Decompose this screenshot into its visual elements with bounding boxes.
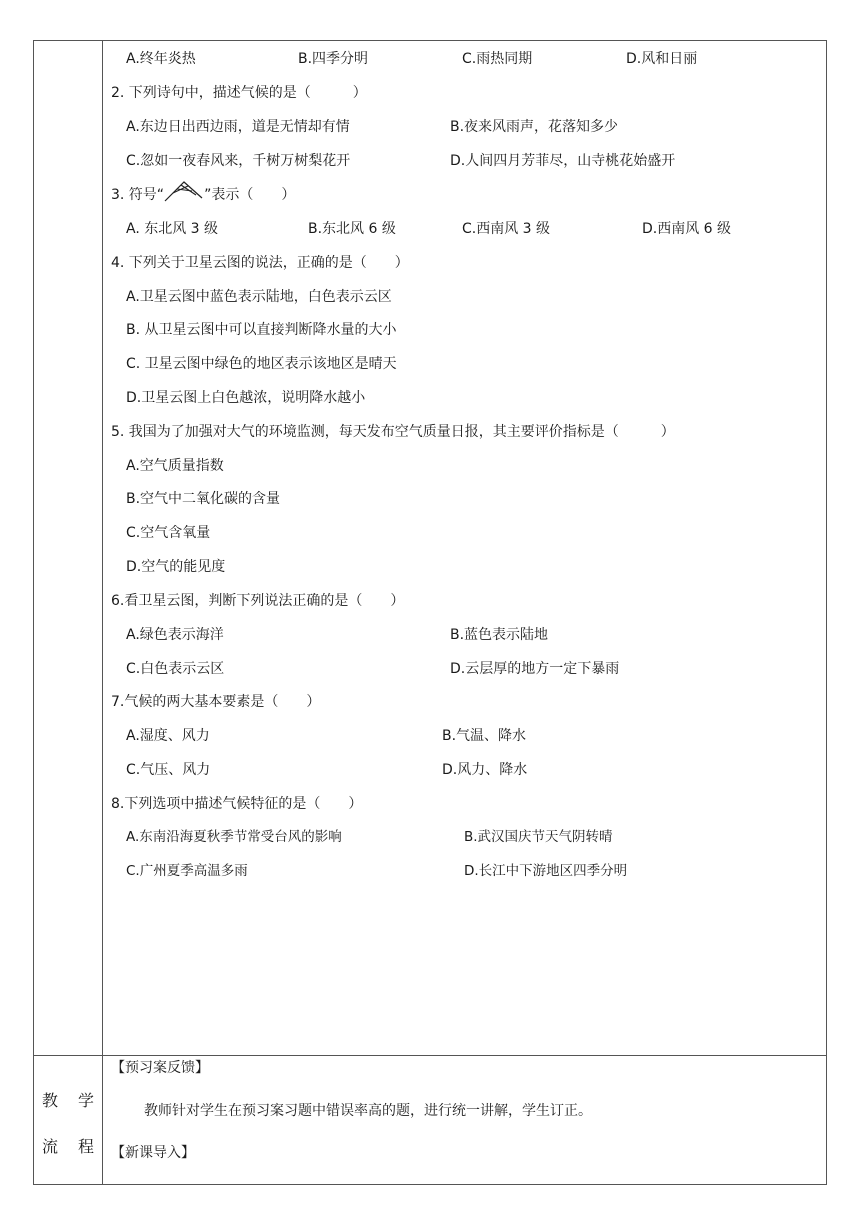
table-border-left — [33, 40, 34, 1185]
q6-option-c: C.白色表示云区 — [126, 661, 225, 677]
q3-option-d: D.西南风 6 级 — [642, 221, 732, 237]
q4-stem: 4. 下列关于卫星云图的说法，正确的是（ ） — [111, 255, 409, 271]
q6-stem: 6.看卫星云图，判断下列说法正确的是（ ） — [111, 593, 405, 609]
q8-option-c: C.广州夏季高温多雨 — [126, 863, 248, 879]
q5-option-a: A.空气质量指数 — [126, 458, 224, 474]
q1-option-b: B.四季分明 — [298, 51, 369, 67]
q6-option-b: B.蓝色表示陆地 — [450, 627, 549, 643]
q6-option-a: A.绿色表示海洋 — [126, 627, 224, 643]
feedback-paragraph: 教师针对学生在预习案习题中错误率高的题，进行统一讲解，学生订正。 — [144, 1103, 592, 1119]
q3-stem — [111, 186, 295, 204]
q3-option-c: C.西南风 3 级 — [462, 221, 551, 237]
q6-option-d: D.云层厚的地方一定下暴雨 — [450, 661, 620, 677]
q1-option-c: C.雨热同期 — [462, 51, 533, 67]
table-border-right — [826, 40, 827, 1185]
table-border-top — [33, 40, 827, 41]
q2-option-b: B.夜来风雨声，花落知多少 — [450, 119, 619, 135]
side-label-char-4: 程 — [78, 1137, 95, 1156]
q5-stem: 5. 我国为了加强对大气的环境监测，每天发布空气质量日报，其主要评价指标是（ ） — [111, 424, 675, 440]
wind-barb-icon — [164, 178, 204, 196]
q2-option-d: D.人间四月芳菲尽，山寺桃花始盛开 — [450, 153, 676, 169]
q4-option-a: A.卫星云图中蓝色表示陆地，白色表示云区 — [126, 289, 392, 305]
q8-option-b: B.武汉国庆节天气阴转晴 — [464, 829, 613, 845]
side-label-char-2: 学 — [78, 1091, 95, 1110]
section-heading-intro: 【新课导入】 — [111, 1145, 195, 1161]
q7-option-b: B.气温、降水 — [442, 728, 527, 744]
table-border-bottom — [33, 1184, 827, 1185]
q8-option-a: A.东南沿海夏秋季节常受台风的影响 — [126, 829, 342, 845]
q1-option-d: D.风和日丽 — [626, 51, 698, 67]
q3-option-b: B.东北风 6 级 — [308, 221, 396, 237]
q5-option-b: B.空气中二氧化碳的含量 — [126, 491, 281, 507]
side-label-char-3: 流 — [42, 1137, 59, 1156]
q2-option-c: C.忽如一夜春风来，千树万树梨花开 — [126, 153, 351, 169]
q4-option-d: D.卫星云图上白色越浓，说明降水越小 — [126, 390, 366, 406]
q4-option-c: C. 卫星云图中绿色的地区表示该地区是晴天 — [126, 356, 397, 372]
q7-option-a: A.湿度、风力 — [126, 728, 210, 744]
q5-option-c: C.空气含氧量 — [126, 525, 211, 541]
q7-stem: 7.气候的两大基本要素是（ ） — [111, 694, 321, 710]
q2-option-a: A.东边日出西边雨，道是无情却有情 — [126, 119, 350, 135]
q2-stem: 2. 下列诗句中，描述气候的是（ ） — [111, 85, 367, 101]
side-label-char-1: 教 — [42, 1091, 59, 1110]
q3-option-a: A. 东北风 3 级 — [126, 221, 219, 237]
q3-stem-suffix: ”表示（ ） — [204, 187, 296, 203]
q4-option-b: B. 从卫星云图中可以直接判断降水量的大小 — [126, 322, 397, 338]
table-column-divider — [102, 40, 103, 1185]
q7-option-c: C.气压、风力 — [126, 762, 211, 778]
q3-stem-prefix: 3. 符号“ — [111, 187, 165, 203]
section-heading-feedback: 【预习案反馈】 — [111, 1060, 209, 1076]
q5-option-d: D.空气的能见度 — [126, 559, 226, 575]
q8-option-d: D.长江中下游地区四季分明 — [464, 863, 628, 879]
q7-option-d: D.风力、降水 — [442, 762, 528, 778]
q1-option-a: A.终年炎热 — [126, 51, 196, 67]
table-row-divider — [33, 1055, 827, 1056]
q8-stem: 8.下列选项中描述气候特征的是（ ） — [111, 796, 363, 812]
